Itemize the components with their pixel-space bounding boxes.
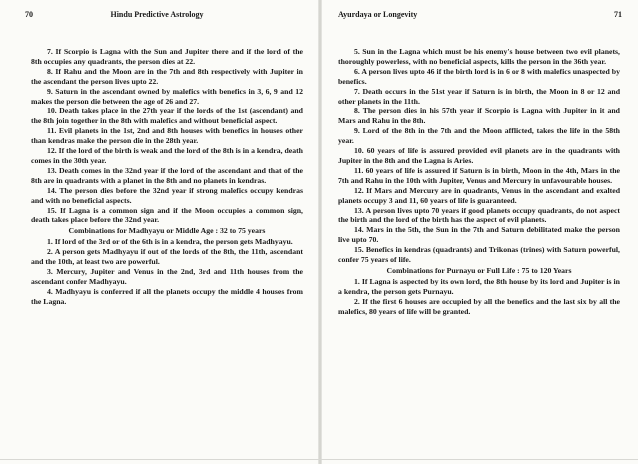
paragraph: 12. If the lord of the birth is weak and the lord of the 8th is in a kendra, death comes in the 30th year. <box>31 146 303 165</box>
section-heading: Combinations for Madhyayu or Middle Age : 32 to 75 years <box>68 226 266 236</box>
paragraph: 10. 60 years of life is assured provided evil planets are in the quadrants with Jupiter in the 8th and the Lagna is Aries. <box>338 146 620 165</box>
left-page-header <box>7 10 307 24</box>
paragraph: 7. Death occurs in the 51st year if Saturn is in birth, the Moon in 8 or 12 and other planets in the 11th. <box>338 86 620 106</box>
right-page-body <box>338 47 620 316</box>
paragraph: 1. If lord of the 3rd or of the 6th is in a kendra, the person gets Madhyayu. <box>47 237 293 247</box>
paragraph: 8. If Rahu and the Moon are in the 7th and 8th respectively with Jupiter in the ascendant the person lives upto 22. <box>31 66 303 86</box>
paragraph: 8. The person dies in his 57th year if Scorpio is Lagna with Jupiter in it and Mars and Rahu in the 8th. <box>338 106 620 126</box>
paragraph: 9. Saturn in the ascendant owned by malefics with benefics in 3, 6, 9 and 12 makes the person die between the age of 26 and 27. <box>31 86 303 106</box>
paragraph: 4. Madhyayu is conferred if all the planets occupy the middle 4 houses from the Lagna. <box>31 286 303 306</box>
paragraph: 13. Death comes in the 32nd year if the lord of the ascendant and that of the 8th are in quadrants with a planet in the 8th and no planets in kendras. <box>31 165 303 185</box>
right-page <box>330 10 630 456</box>
paragraph: 5. Sun in the Lagna which must be his enemy's house between two evil planets, thoroughly powerless, with no beneficial aspects, kills the person in the 36th year. <box>338 47 620 66</box>
right-running-title: Ayurdaya or Longevity <box>338 10 418 19</box>
paragraph: 14. Mars in the 5th, the Sun in the 7th and Saturn debilitated make the person live upto 70. <box>338 225 620 245</box>
paragraph: 2. A person gets Madhyayu if out of the lords of the 8th, the 11th, ascendant and the 10th, at least two are powerful. <box>31 247 303 267</box>
section-heading: Combinations for Purnayu or Full Life : 75 to 120 Years <box>386 265 572 275</box>
left-running-title: Hindu Predictive Astrology <box>110 10 204 19</box>
paragraph: 7. If Scorpio is Lagna with the Sun and Jupiter there and if the lord of the 8th occupies any quadrants, the person dies at 22. <box>31 47 303 66</box>
paragraph: 12. If Mars and Mercury are in quadrants, Venus in the ascendant and exalted planets occupy 3 and 11, 60 years of life is guaranteed. <box>338 185 620 205</box>
right-page-header <box>330 10 630 24</box>
left-page-body <box>31 47 303 307</box>
right-page-number: 71 <box>614 10 622 19</box>
page-bottom-edge <box>0 459 638 460</box>
paragraph: 13. A person lives upto 70 years if good planets occupy quadrants, do not aspect the birth and the lord of the birth has the aspect of evil planets. <box>338 205 620 225</box>
paragraph: 15. Benefics in kendras (quadrants) and Trikonas (trines) with Saturn powerful, confer 75 years of life. <box>338 245 620 265</box>
paragraph: 11. Evil planets in the 1st, 2nd and 8th houses with benefics in houses other than kendras make the person die in the 28th year. <box>31 126 303 146</box>
left-page <box>7 10 307 456</box>
paragraph: 1. If Lagna is aspected by its own lord, the 8th house by its lord and Jupiter is in a kendra, the person gets Purnayu. <box>338 276 620 296</box>
paragraph: 6. A person lives upto 46 if the birth lord is in 6 or 8 with malefics unaspected by benefics. <box>338 66 620 86</box>
paragraph: 2. If the first 6 houses are occupied by all the benefics and the last six by all the malefics, 80 years of life will be granted. <box>338 296 620 316</box>
paragraph: 9. Lord of the 8th in the 7th and the Moon afflicted, takes the life in the 58th year. <box>338 126 620 146</box>
paragraph: 14. The person dies before the 32nd year if strong malefics occupy kendras and with no beneficial aspects. <box>31 185 303 205</box>
paragraph: 10. Death takes place in the 27th year if the lords of the 1st (ascendant) and the 8th join together in the 8th with malefics and without beneficial aspect. <box>31 106 303 126</box>
paragraph: 15. If Lagna is a common sign and if the Moon occupies a common sign, death takes place before the 32nd year. <box>31 205 303 225</box>
book-gutter <box>318 0 322 464</box>
paragraph: 3. Mercury, Jupiter and Venus in the 2nd, 3rd and 11th houses from the ascendant confer Madhyayu. <box>31 266 303 286</box>
left-page-number: 70 <box>25 10 33 19</box>
paragraph: 11. 60 years of life is assured if Saturn is in birth, Moon in the 4th, Mars in the 7th and Rahu in the 10th with Jupiter, Venus and Mercury in unfavourable houses. <box>338 165 620 185</box>
